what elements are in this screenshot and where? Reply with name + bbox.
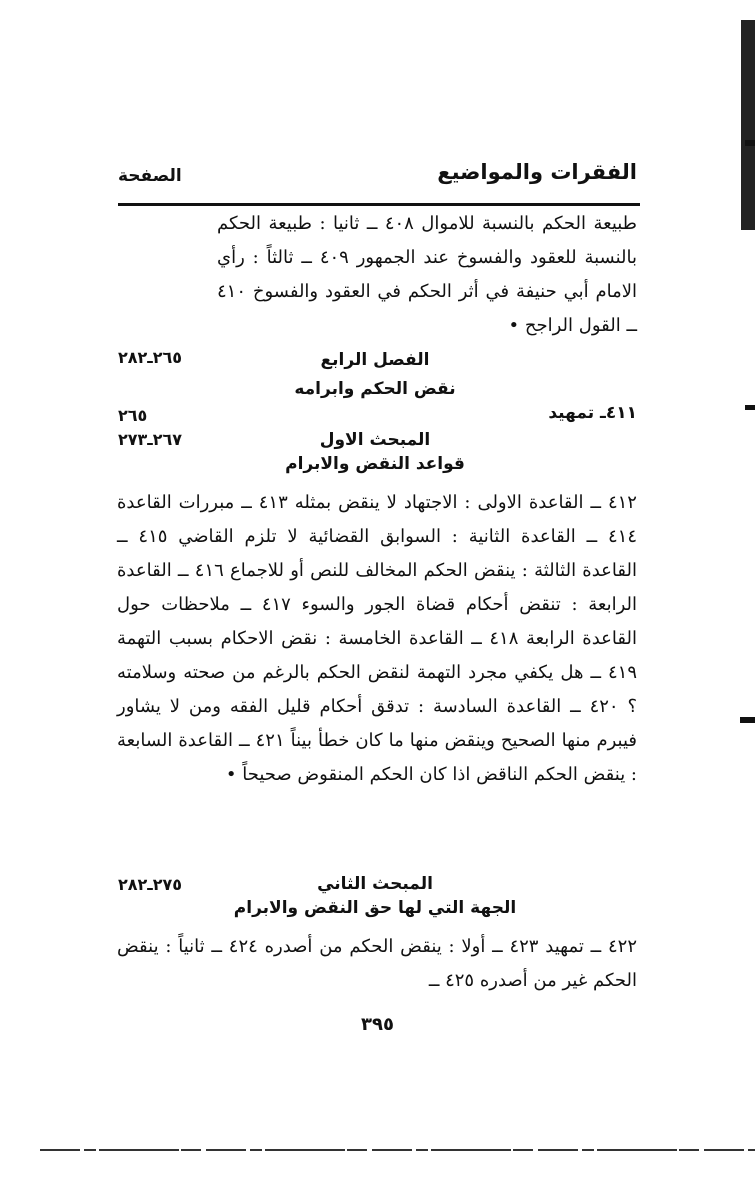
scan-edge-notch (745, 140, 755, 146)
section-second-subtitle: الجهة التي لها حق النقض والابرام (233, 898, 517, 918)
scan-edge-notch (740, 717, 755, 723)
chapter-subtitle: نقض الحكم وابرامه (294, 379, 456, 399)
section-first-title: المبحث الاول (319, 430, 431, 450)
page-number: ٣٩٥ (361, 1014, 394, 1035)
scan-edge-notch (745, 405, 755, 410)
paragraph-2: ٤١٢ ــ القاعدة الاولى : الاجتهاد لا ينقض بمثله ٤١٣ ــ مبررات القاعدة ٤١٤ ــ القاعدة الثانية : السوابق القضائية لا تلزم القاضي ٤١٥ ــ القاعدة الثالثة : ينقض الحكم المخالف للنص أو للاجماع ٤١٦ ــ القاعدة الرابعة : تنقض أحكام قضاة الجور والسوء ٤١٧ ــ ملاحظات حول القاعدة الرابعة ٤١٨ ــ القاعدة الخامسة : نقض الاحكام بسبب التهمة ٤١٩ ــ هل يكفي مجرد التهمة لنقض الحكم بالرغم من صحته وسلامته ؟ ٤٢٠ ــ القاعدة السادسة : تدقق أحكام قليل الفقه ومن لا يشاور فيبرم منها الصحيح وينقض منها ما كان خطأ بيناً ٤٢١ ــ القاعدة السابعة : ينقض الحكم الناقض اذا كان الحكم المنقوض صحيحاً • (117, 492, 638, 785)
section-second-page-range: ٢٧٥ـ٢٨٢ (118, 875, 183, 894)
section-second-title: المبحث الثاني (317, 874, 433, 894)
chapter-title: الفصل الرابع (320, 350, 430, 370)
section-first-page-range: ٢٦٧ـ٢٧٣ (118, 430, 183, 449)
paragraph-1: طبيعة الحكم بالنسبة للاموال ٤٠٨ ــ ثانيا : طبيعة الحكم بالنسبة للعقود والفسوخ عند الجمهور ٤٠٩ ــ ثالثاً : رأي الامام أبي حنيفة في أثر الحكم في العقود والفسوخ ٤١٠ ــ القول الراجح • (217, 213, 638, 336)
paragraph-3: ٤٢٢ ــ تمهيد ٤٢٣ ــ أولا : ينقض الحكم من أصدره ٤٢٤ ــ ثانياً : ينقض الحكم غير من أصدره ٤٢٥ ــ (117, 936, 637, 991)
section-first-subtitle: قواعد النقض والابرام (285, 454, 465, 474)
header-page-label: الصفحة (118, 166, 182, 186)
item-411-page: ٢٦٥ (118, 406, 148, 425)
scan-bottom-noise (40, 1148, 755, 1152)
chapter-page-range: ٢٦٥ـ٢٨٢ (118, 348, 183, 367)
header-rule (118, 203, 640, 206)
item-411-label: ٤١١ـ تمهيد (548, 403, 637, 423)
scan-edge-mark (741, 20, 755, 230)
header-title: الفقرات والمواضيع (437, 160, 637, 184)
